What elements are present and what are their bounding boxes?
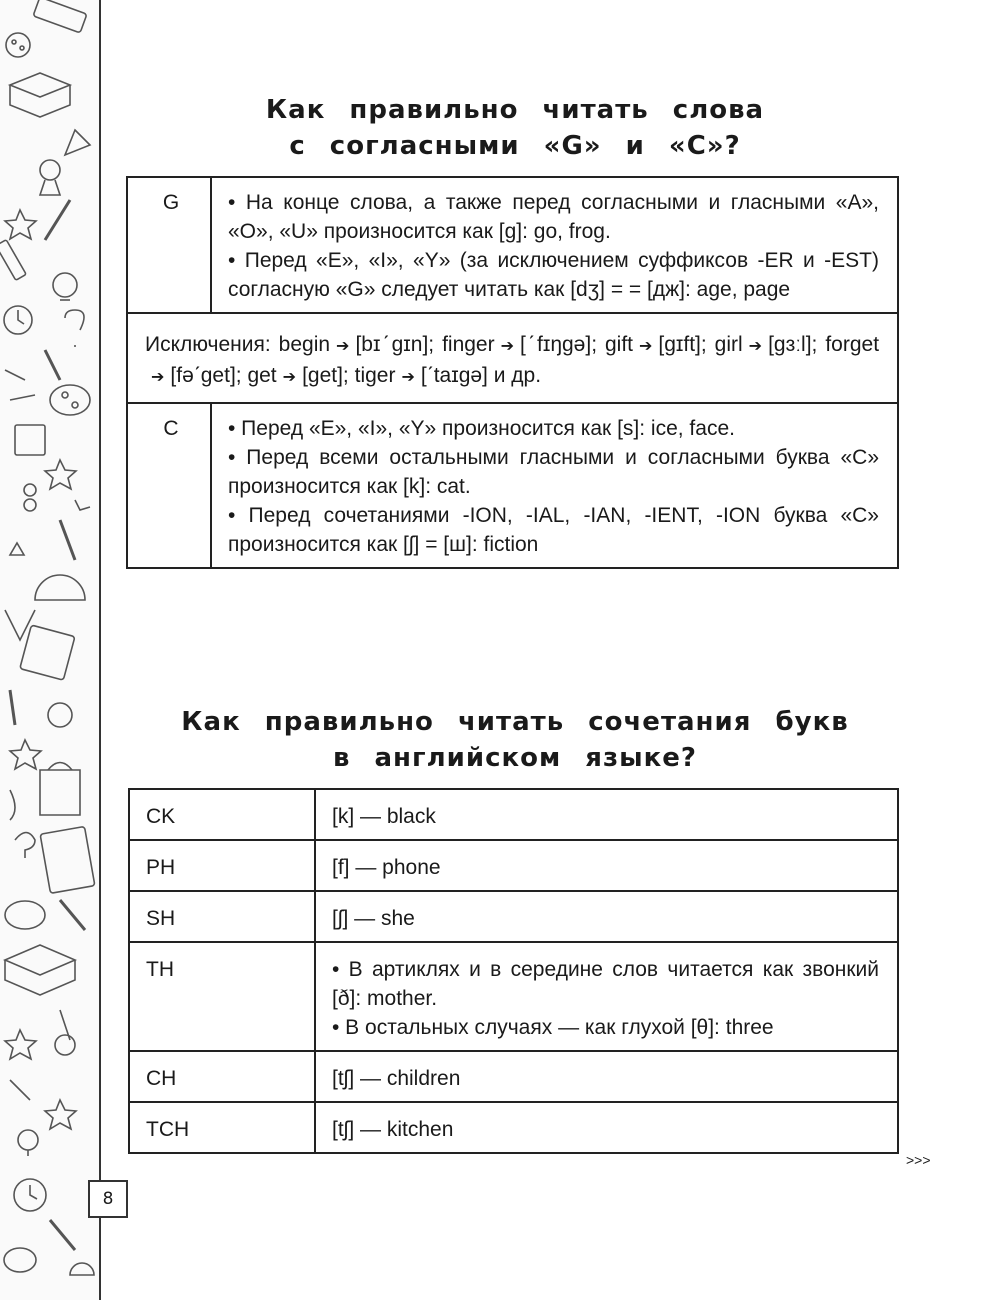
- exception-word: get: [247, 364, 277, 387]
- pronunciation-cell: [ʃ] — she: [315, 891, 898, 942]
- g-c-rules-table: [126, 176, 899, 569]
- arrow-right-icon: ➔: [336, 338, 350, 355]
- exceptions-cell: [127, 313, 898, 403]
- combo-cell: PH: [129, 840, 315, 891]
- rule-g-1: • На конце слова, а также перед согласными и гласными «A», «O», «U» произносится как [g]: go, frog.: [228, 191, 879, 243]
- rule-th-1: • В артиклях и в середине слов читается как звонкий [ð]: mother.: [332, 958, 879, 1010]
- exception-word: tiger: [354, 364, 396, 387]
- pronunciation-cell: [k] — black: [315, 789, 898, 840]
- section-title-line2: с согласными «G» и «C»?: [289, 131, 741, 161]
- pronunciation-cell: [tʃ] — children: [315, 1051, 898, 1102]
- combo-cell: CH: [129, 1051, 315, 1102]
- rules-cell-g: [211, 177, 898, 313]
- school-doodles-icon: [0, 0, 99, 1300]
- arrow-right-icon: ➔: [500, 338, 514, 355]
- arrow-right-icon: ➔: [282, 369, 297, 386]
- combo-cell: TCH: [129, 1102, 315, 1153]
- continue-marker: >>>: [906, 1152, 931, 1168]
- section-title-line1: Как правильно читать сочетания букв: [181, 707, 849, 737]
- table-row: [129, 789, 898, 840]
- pronunciation-cell: [315, 942, 898, 1051]
- exception-word: gift: [604, 333, 633, 356]
- exception-ipa: [ˊtaɪgə]: [420, 364, 488, 387]
- table-row: [129, 840, 898, 891]
- arrow-right-icon: ➔: [748, 338, 763, 355]
- letter-cell-g: G: [127, 177, 211, 313]
- arrow-right-icon: ➔: [151, 369, 165, 386]
- pronunciation-cell: [tʃ] — kitchen: [315, 1102, 898, 1153]
- rule-c-3: • Перед сочетаниями -ION, -IAL, -IAN, -IENT, -ION буква «C» произносится как [ʃ] = [ш]: fiction: [228, 504, 879, 556]
- exception-ipa: [gɪft];: [658, 333, 707, 356]
- table-row: [129, 942, 898, 1051]
- section-title-combinations: [130, 704, 900, 776]
- letter-combinations-table: [128, 788, 899, 1154]
- combo-cell: CK: [129, 789, 315, 840]
- rule-th-2: • В остальных случаях — как глухой [θ]: three: [332, 1016, 774, 1039]
- combo-cell: TH: [129, 942, 315, 1051]
- exceptions-label: Исключения:: [145, 333, 271, 356]
- exception-ipa: [bɪˊgɪn];: [355, 333, 435, 356]
- exceptions-etc: и др.: [493, 364, 542, 387]
- arrow-right-icon: ➔: [638, 338, 653, 355]
- exception-word: girl: [714, 333, 743, 356]
- decorative-sidebar: [0, 0, 101, 1300]
- exception-ipa: [gɜːl];: [768, 333, 818, 356]
- rules-cell-c: [211, 403, 898, 568]
- table-row: [127, 177, 898, 313]
- table-row: [127, 313, 898, 403]
- exception-ipa: [get];: [302, 364, 349, 387]
- letter-cell-c: C: [127, 403, 211, 568]
- pronunciation-cell: [f] — phone: [315, 840, 898, 891]
- exception-ipa: [fəˊget];: [170, 364, 242, 387]
- rule-c-2: • Перед всеми остальными гласными и согласными буква «C» произносится как [k]: cat.: [228, 446, 879, 498]
- arrow-right-icon: ➔: [401, 369, 415, 386]
- section-title-g-c: [130, 92, 900, 164]
- page-number: 8: [88, 1180, 128, 1218]
- exception-ipa: [ˊfɪŋgə];: [520, 333, 598, 356]
- section-title-line2: в английском языке?: [333, 743, 697, 773]
- table-row: [129, 891, 898, 942]
- rule-g-2: • Перед «E», «I», «Y» (за исключением суффиксов -ER и -EST) согласную «G» следует читать как [dʒ] = = [дж]: age, page: [228, 249, 879, 301]
- table-row: [129, 1051, 898, 1102]
- exception-word: finger: [442, 333, 495, 356]
- combo-cell: SH: [129, 891, 315, 942]
- exception-word: begin: [278, 333, 331, 356]
- table-row: [129, 1102, 898, 1153]
- section-title-line1: Как правильно читать слова: [265, 95, 765, 125]
- rule-c-1: • Перед «E», «I», «Y» произносится как [s]: ice, face.: [228, 417, 735, 440]
- exception-word: forget: [825, 333, 880, 356]
- table-row: [127, 403, 898, 568]
